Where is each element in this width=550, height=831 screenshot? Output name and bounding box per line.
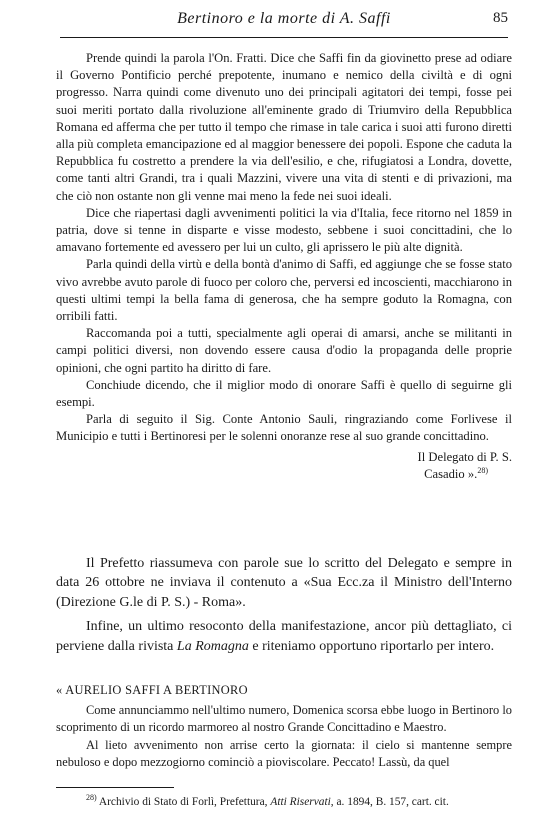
report-paragraph: Parla quindi della virtù e della bontà d'animo di Saffi, ed aggiunge che se fosse stato vivo avrebbe avuto parole di fuoco per coloro che, perversi ed incoscienti, macchiarono in questi ultimi tempi la bella fama di generosa, che ha sempre goduto la Romagna, con orribili fatti. — [56, 257, 512, 324]
report-paragraph: Prende quindi la parola l'On. Fratti. Dice che Saffi fin da giovinetto prese ad odiare il Governo Pontificio perché prepotente, inumano e nemico della civiltà e di ogni progresso. Narra quindi come divenuto uno dei principali agitatori dei tempi, fosse pei suoi meriti portato dalla rivoluzione all'eminente grado di Triumviro della Repubblica Romana ed afferma che per tutto il tempo che rimase in tale carica i suoi atti furono diretti alla più completa emancipazione ed al maggior benessere dei popoli. Espone che caduta la Repubblica fu costretto a prendere la via dell'esilio, e che, rifugiatosi a Londra, dovette, come tanti altri Grandi, tra i quali Mazzini, vivere una vita di stenti e di privazioni, ma che ciò non ostante non gli venne mai meno la fede nei suoi ideali. — [56, 51, 512, 203]
footnote-ref[interactable]: 28) — [477, 465, 488, 475]
header-rule — [60, 37, 508, 38]
page-number: 85 — [493, 10, 508, 26]
footnote-marker: 28) — [86, 793, 97, 803]
report-paragraph: Parla di seguito il Sig. Conte Antonio Sauli, ringraziando come Forlivese il Municipio e tutti i Bertinoresi per le solenni onoranze rese al suo grande concittadino. — [56, 412, 512, 444]
report-paragraph: Dice che riapertasi dagli avvenimenti politici la via d'Italia, fece ritorno nel 1859 in patria, dove si tenne in disparte e visse modesto, sebbene i suoi concittadini, che lo amavano fortemente ed avessero per lui un culto, gli aprissero le più alte dignità. — [56, 205, 512, 255]
footnote-text: Archivio di Stato di Forlì, Prefettura, — [96, 796, 271, 808]
article-quote — [56, 682, 512, 772]
signature-name-line — [56, 466, 512, 483]
journal-title: La Romagna — [176, 638, 249, 654]
police-report-quote — [56, 50, 512, 483]
main-text — [56, 554, 512, 656]
footnote — [56, 795, 512, 810]
footnote-italic: Atti Riservati — [270, 796, 331, 808]
footnote-rule — [56, 787, 174, 788]
signature-name: Casadio ». — [424, 466, 478, 481]
main-paragraph: Il Prefetto riassumeva con parole sue lo scritto del Delegato e sempre in data 26 ottobre ne inviava il contenuto a «Sua Ecc.za il Ministro dell'Interno (Direzione G.le di P. S.) - Roma». — [56, 556, 512, 610]
signature-block — [56, 449, 512, 483]
main-paragraph-text: e riteniamo opportuno riportarlo per intero. — [248, 638, 495, 654]
main-paragraph — [56, 617, 512, 656]
running-head — [60, 10, 508, 34]
article-paragraph: Al lieto avvenimento non arrise certo la giornata: il cielo si mantenne sempre nebuloso e dopo mezzogiorno cominciò a pioviscolare. Peccato! Lassù, da quel — [56, 737, 512, 770]
report-paragraph: Conchiude dicendo, che il miglior modo di onorare Saffi è quello di seguirne gli esempi. — [56, 377, 512, 410]
article-heading — [56, 682, 512, 700]
report-paragraph: Raccomanda poi a tutti, specialmente agli operai di amarsi, anche se militanti in campi politici diversi, non dovendo essere causa d'odio la propaganda delle proprie opinioni, che ogni partito ha diritto di fare. — [56, 326, 512, 375]
signature-title: Il Delegato di P. S. — [417, 449, 512, 464]
footnote-text: , a. 1894, B. 157, cart. cit. — [330, 796, 449, 808]
running-title: Bertinoro e la morte di A. Saffi — [177, 10, 391, 27]
article-heading-text: « AURELIO SAFFI A BERTINORO — [56, 683, 248, 697]
article-paragraph: Come annunciammo nell'ultimo numero, Domenica scorsa ebbe luogo in Bertinoro lo scoprimento di un ricordo marmoreo al nostro Grande Concittadino e Maestro. — [56, 702, 512, 735]
main-paragraph-text: Infine, un ultimo resoconto della manifestazione, ancor più dettagliato, ci perviene dalla rivista — [56, 619, 512, 654]
